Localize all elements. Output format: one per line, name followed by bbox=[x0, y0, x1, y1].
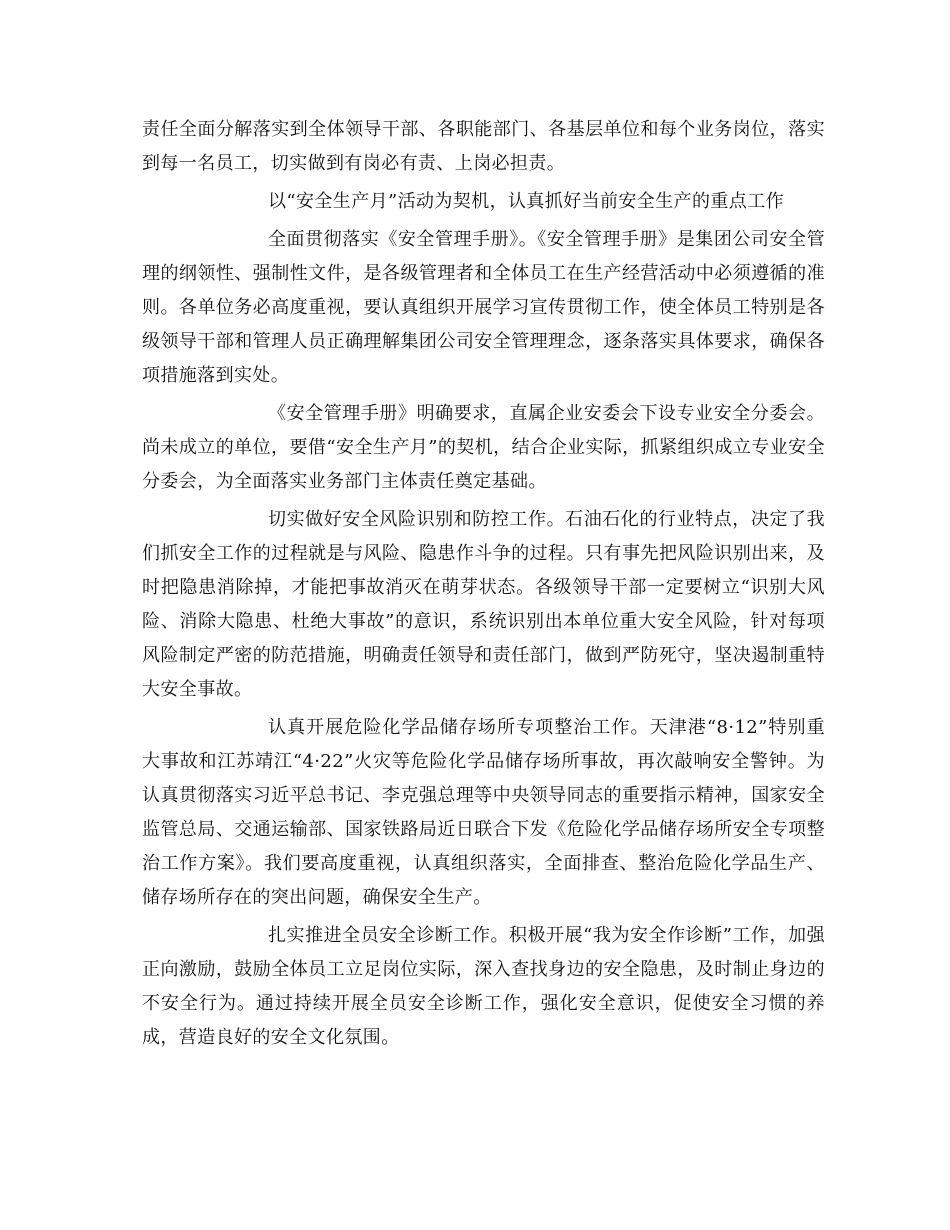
paragraph-responsibility-continuation: 责任全面分解落实到全体领导干部、各职能部门、各基层单位和每个业务岗位，落实到每一名员工，切实做到有岗必有责、上岗必担责。 bbox=[142, 119, 825, 174]
paragraph-risk-identification: 切实做好安全风险识别和防控工作。石油石化的行业特点，决定了我们抓安全工作的过程就是与风险、隐患作斗争的过程。只有事先把风险识别出来，及时把隐患消除掉，才能把事故消灭在萌芽状态。各级领导干部一定要树立“识别大风险、消除大隐患、杜绝大事故”的意识，系统识别出本单位重大安全风险，针对每项风险制定严密的防范措施，明确责任领导和责任部门，做到严防死守，坚决遏制重特大安全事故。 bbox=[142, 509, 825, 700]
paragraph-safety-manual: 全面贯彻落实《安全管理手册》。《安全管理手册》是集团公司安全管理的纲领性、强制性文件，是各级管理者和全体员工在生产经营活动中必须遵循的准则。各单位务必高度重视，要认真组织开展学习宣传贯彻工作，使全体员工特别是各级领导干部和管理人员正确理解集团公司安全管理理念，逐条落实具体要求，确保各项措施落到实处。 bbox=[142, 229, 825, 386]
paragraph-safety-diagnosis: 扎实推进全员安全诊断工作。积极开展“我为安全作诊断”工作，加强正向激励，鼓励全体员工立足岗位实际，深入查找身边的安全隐患，及时制止身边的不安全行为。通过持续开展全员安全诊断工作，强化安全意识，促使安全习惯的养成，营造良好的安全文化氛围。 bbox=[142, 925, 825, 1048]
paragraph-hazardous-chemicals: 认真开展危险化学品储存场所专项整治工作。天津港“8·12”特别重大事故和江苏靖江“4·22”火灾等危险化学品储存场所事故，再次敲响安全警钟。为认真贯彻落实习近平总书记、李克强总理等中央领导同志的重要指示精神，国家安全监管总局、交通运输部、国家铁路局近日联合下发《危险化学品储存场所安全专项整治工作方案》。我们要高度重视，认真组织落实，全面排查、整治危险化学品生产、储存场所存在的突出问题，确保安全生产。 bbox=[142, 717, 825, 908]
document-body bbox=[142, 113, 825, 1059]
paragraph-safety-subcommittee: 《安全管理手册》明确要求，直属企业安委会下设专业安全分委会。尚未成立的单位，要借“安全生产月”的契机，结合企业实际，抓紧组织成立专业安全分委会，为全面落实业务部门主体责任奠定基础。 bbox=[142, 403, 825, 492]
section-heading-safety-month: 以“安全生产月”活动为契机，认真抓好当前安全生产的重点工作 bbox=[268, 191, 785, 212]
